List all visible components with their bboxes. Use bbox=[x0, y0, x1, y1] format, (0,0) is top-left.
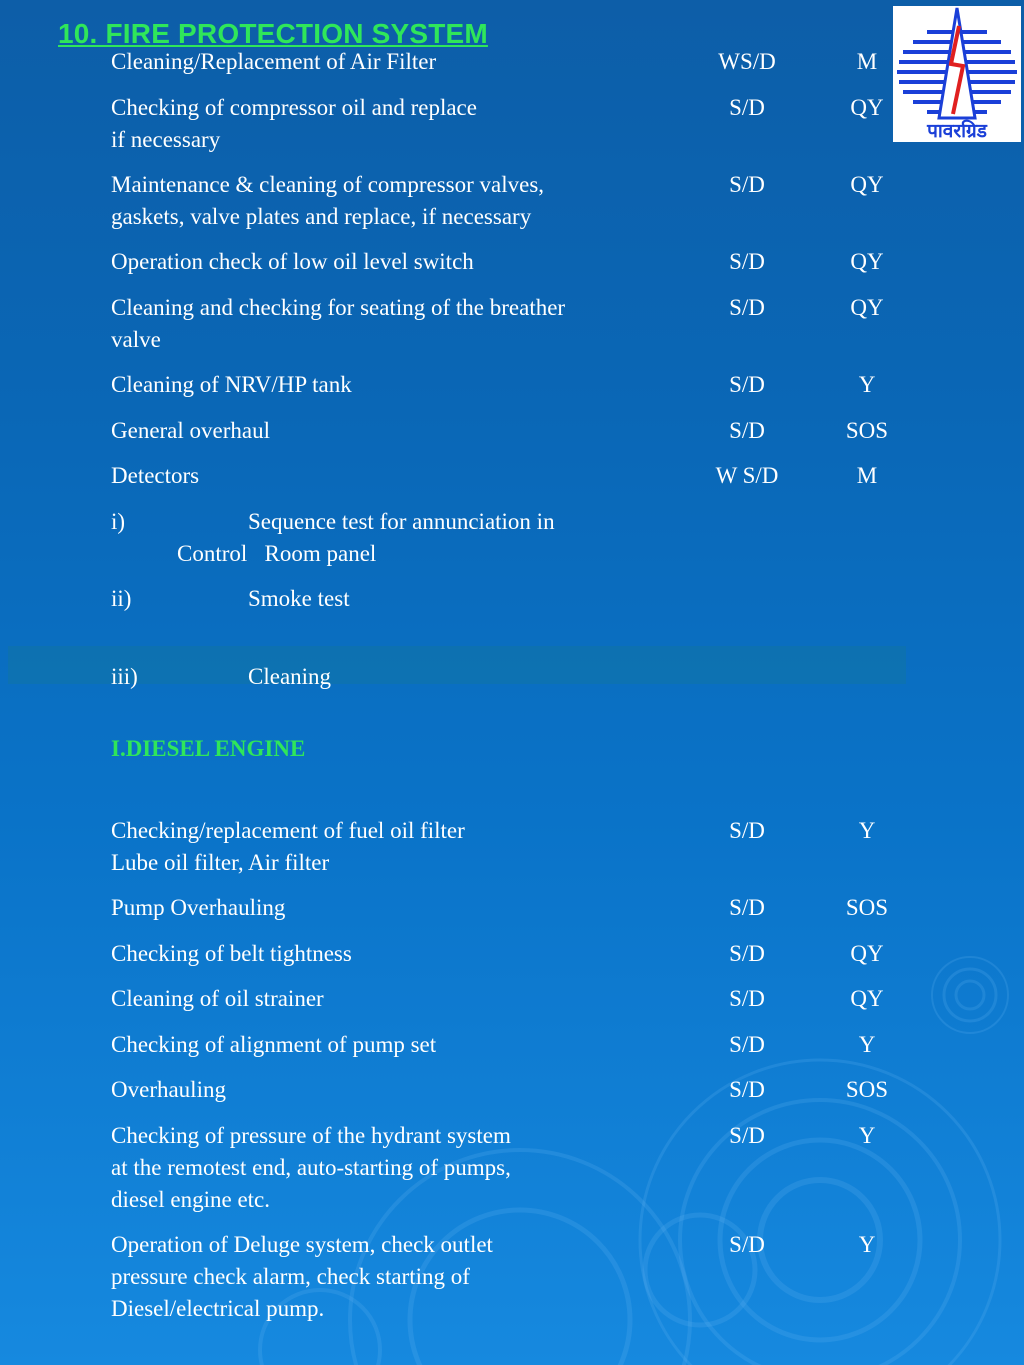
row-frequency: Y bbox=[858, 1232, 876, 1257]
description-line: pressure check alarm, check starting of bbox=[111, 1264, 470, 1289]
description-line: if necessary bbox=[111, 127, 221, 152]
description-line: Checking of belt tightness bbox=[111, 941, 352, 966]
description-line: Checking/replacement of fuel oil filter bbox=[111, 818, 465, 843]
row-description bbox=[111, 46, 671, 78]
description-line: Operation of Deluge system, check outlet bbox=[111, 1232, 493, 1257]
row-condition: S/D bbox=[729, 818, 765, 843]
description-line: Cleaning of NRV/HP tank bbox=[111, 372, 352, 397]
row-description bbox=[111, 1229, 671, 1325]
description-line: Cleaning of oil strainer bbox=[111, 986, 324, 1011]
row-frequency: QY bbox=[850, 172, 884, 197]
row-description bbox=[111, 1074, 671, 1106]
row-condition: W S/D bbox=[715, 463, 779, 488]
row-description bbox=[111, 1029, 671, 1061]
description-line: General overhaul bbox=[111, 418, 271, 443]
row-description bbox=[111, 1120, 671, 1216]
description-line: Maintenance & cleaning of compressor valves, bbox=[111, 172, 545, 197]
description-line: Pump Overhauling bbox=[111, 895, 286, 920]
row-frequency: SOS bbox=[845, 418, 889, 443]
row-condition: S/D bbox=[729, 172, 765, 197]
row-condition: S/D bbox=[729, 895, 765, 920]
row-description bbox=[111, 815, 671, 879]
description-line: valve bbox=[111, 327, 161, 352]
row-condition: S/D bbox=[729, 295, 765, 320]
row-condition: S/D bbox=[729, 372, 765, 397]
row-frequency: SOS bbox=[845, 1077, 889, 1102]
subitem-text: Cleaning bbox=[248, 664, 332, 689]
subitem-text-continuation: Control Room panel bbox=[177, 541, 377, 566]
highlight-band bbox=[8, 646, 906, 684]
description-line: Detectors bbox=[111, 463, 200, 488]
subitem-number: i) bbox=[111, 509, 126, 534]
row-condition: S/D bbox=[729, 95, 765, 120]
row-frequency: M bbox=[856, 49, 878, 74]
row-condition: S/D bbox=[729, 418, 765, 443]
row-description bbox=[111, 246, 671, 278]
row-description bbox=[111, 415, 671, 447]
row-description bbox=[111, 460, 671, 492]
row-frequency: SOS bbox=[845, 895, 889, 920]
section-title-diesel-engine: I.DIESEL ENGINE bbox=[111, 736, 306, 761]
description-line: at the remotest end, auto-starting of pumps, bbox=[111, 1155, 511, 1180]
row-condition: S/D bbox=[729, 986, 765, 1011]
description-line: Cleaning/Replacement of Air Filter bbox=[111, 49, 437, 74]
row-frequency: QY bbox=[850, 95, 884, 120]
powergrid-logo bbox=[893, 6, 1021, 142]
page-title: 10. FIRE PROTECTION SYSTEM bbox=[58, 18, 488, 49]
row-frequency: QY bbox=[850, 986, 884, 1011]
row-condition: S/D bbox=[729, 1232, 765, 1257]
row-condition: S/D bbox=[729, 1123, 765, 1148]
row-description bbox=[111, 938, 671, 970]
subitem-text: Sequence test for annunciation in bbox=[248, 509, 555, 534]
row-condition: S/D bbox=[729, 941, 765, 966]
row-description bbox=[111, 292, 671, 356]
row-frequency: QY bbox=[850, 249, 884, 274]
row-condition: S/D bbox=[729, 249, 765, 274]
subitem-number: iii) bbox=[111, 664, 138, 689]
row-description bbox=[111, 369, 671, 401]
row-description bbox=[111, 983, 671, 1015]
subitem-number: ii) bbox=[111, 586, 132, 611]
row-frequency: Y bbox=[858, 372, 876, 397]
row-frequency: Y bbox=[858, 818, 876, 843]
row-description bbox=[111, 92, 671, 156]
description-line: Checking of alignment of pump set bbox=[111, 1032, 437, 1057]
subitem-text: Smoke test bbox=[248, 586, 350, 611]
row-frequency: QY bbox=[850, 295, 884, 320]
row-condition: S/D bbox=[729, 1032, 765, 1057]
row-description bbox=[111, 892, 671, 924]
row-condition: WS/D bbox=[718, 49, 776, 74]
description-line: Operation check of low oil level switch bbox=[111, 249, 474, 274]
row-frequency: M bbox=[856, 463, 878, 488]
description-line: Checking of compressor oil and replace bbox=[111, 95, 477, 120]
description-line: gaskets, valve plates and replace, if necessary bbox=[111, 204, 532, 229]
description-line: Cleaning and checking for seating of the breather bbox=[111, 295, 566, 320]
row-frequency: Y bbox=[858, 1032, 876, 1057]
powergrid-logo-icon bbox=[893, 6, 1021, 142]
description-line: Overhauling bbox=[111, 1077, 226, 1102]
logo-text: पावरग्रिड bbox=[927, 120, 987, 142]
description-line: Checking of pressure of the hydrant system bbox=[111, 1123, 511, 1148]
description-line: Diesel/electrical pump. bbox=[111, 1296, 325, 1321]
description-line: Lube oil filter, Air filter bbox=[111, 850, 330, 875]
row-frequency: Y bbox=[858, 1123, 876, 1148]
description-line: diesel engine etc. bbox=[111, 1187, 271, 1212]
row-condition: S/D bbox=[729, 1077, 765, 1102]
row-description bbox=[111, 169, 671, 233]
row-frequency: QY bbox=[850, 941, 884, 966]
